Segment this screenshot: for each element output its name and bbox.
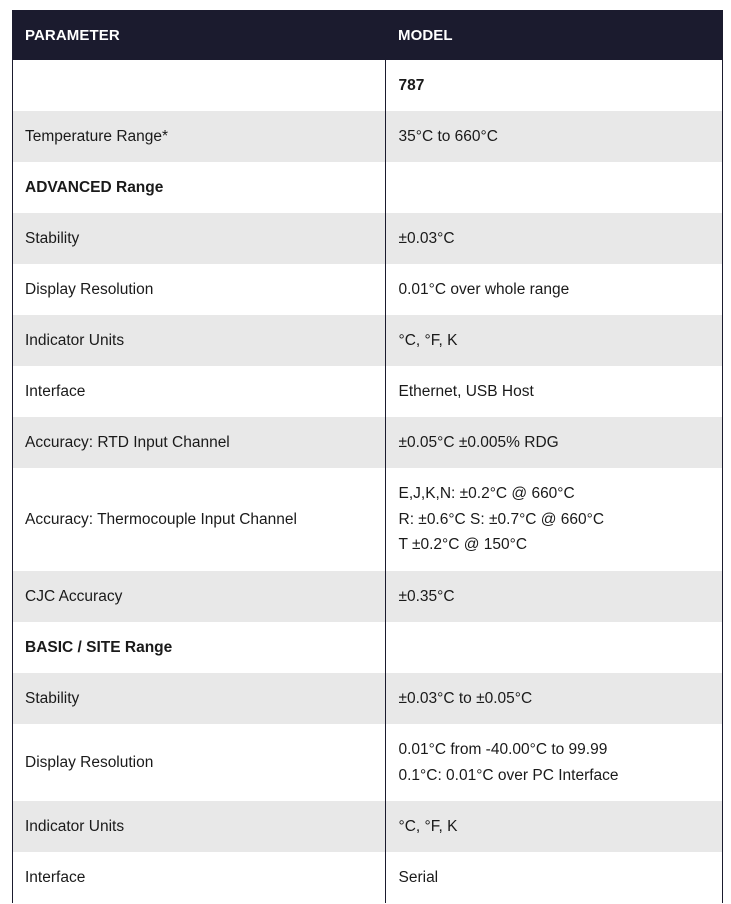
table-row	[13, 264, 722, 315]
value-line: E,J,K,N: ±0.2°C @ 660°C	[398, 485, 575, 503]
section-heading: BASIC / SITE Range	[25, 638, 173, 656]
parameter-cell: Interface	[25, 868, 86, 886]
value-cell: °C, °F, K	[385, 801, 722, 852]
value-cell: Ethernet, USB Host	[385, 366, 722, 417]
section-row-basic-site	[13, 622, 722, 673]
table-row	[13, 571, 722, 622]
spec-table	[13, 10, 722, 903]
header-model: MODEL	[398, 26, 453, 44]
header-row	[13, 10, 722, 60]
value-line: 0.01°C from -40.00°C to 99.99	[398, 741, 608, 758]
table-row	[13, 852, 722, 903]
table-row	[13, 417, 722, 468]
value-cell: ±0.03°C to ±0.05°C	[385, 673, 722, 724]
value-cell: 35°C to 660°C	[385, 111, 722, 162]
parameter-cell: Indicator Units	[25, 817, 125, 835]
parameter-cell: CJC Accuracy	[25, 587, 123, 605]
value-line: 0.1°C: 0.01°C over PC Interface	[398, 766, 619, 784]
table-row	[13, 468, 722, 571]
value-cell: °C, °F, K	[385, 315, 722, 366]
parameter-cell: Stability	[25, 229, 80, 247]
table-row	[13, 673, 722, 724]
table-row	[13, 60, 722, 111]
value-cell	[385, 622, 722, 673]
value-cell: 0.01°C over whole range	[385, 264, 722, 315]
parameter-cell: Indicator Units	[25, 331, 125, 349]
table-row	[13, 315, 722, 366]
value-cell: Serial	[385, 852, 722, 903]
parameter-cell: Accuracy: RTD Input Channel	[25, 433, 230, 451]
parameter-cell: Stability	[25, 689, 80, 707]
header-parameter: PARAMETER	[25, 26, 120, 44]
table-header	[13, 10, 722, 60]
table-row	[13, 801, 722, 852]
value-cell	[385, 468, 722, 571]
spec-table-container	[12, 10, 723, 903]
parameter-cell: Accuracy: Thermocouple Input Channel	[25, 510, 297, 528]
value-cell	[385, 724, 722, 801]
parameter-cell: Interface	[25, 382, 86, 400]
value-cell: ±0.35°C	[385, 571, 722, 622]
parameter-cell: Display Resolution	[25, 753, 154, 771]
table-row	[13, 213, 722, 264]
model-number-cell: 787	[385, 60, 722, 111]
section-heading: ADVANCED Range	[25, 178, 164, 196]
value-cell: ±0.05°C ±0.005% RDG	[385, 417, 722, 468]
parameter-cell: Temperature Range*	[25, 127, 169, 145]
value-cell: ±0.03°C	[385, 213, 722, 264]
table-row	[13, 111, 722, 162]
section-row-advanced	[13, 162, 722, 213]
table-body	[13, 60, 722, 903]
table-row	[13, 724, 722, 801]
parameter-cell	[13, 60, 385, 111]
value-line: T ±0.2°C @ 150°C	[398, 536, 528, 554]
parameter-cell: Display Resolution	[25, 280, 154, 298]
value-cell	[385, 162, 722, 213]
value-line: R: ±0.6°C S: ±0.7°C @ 660°C	[398, 510, 605, 528]
table-row	[13, 366, 722, 417]
